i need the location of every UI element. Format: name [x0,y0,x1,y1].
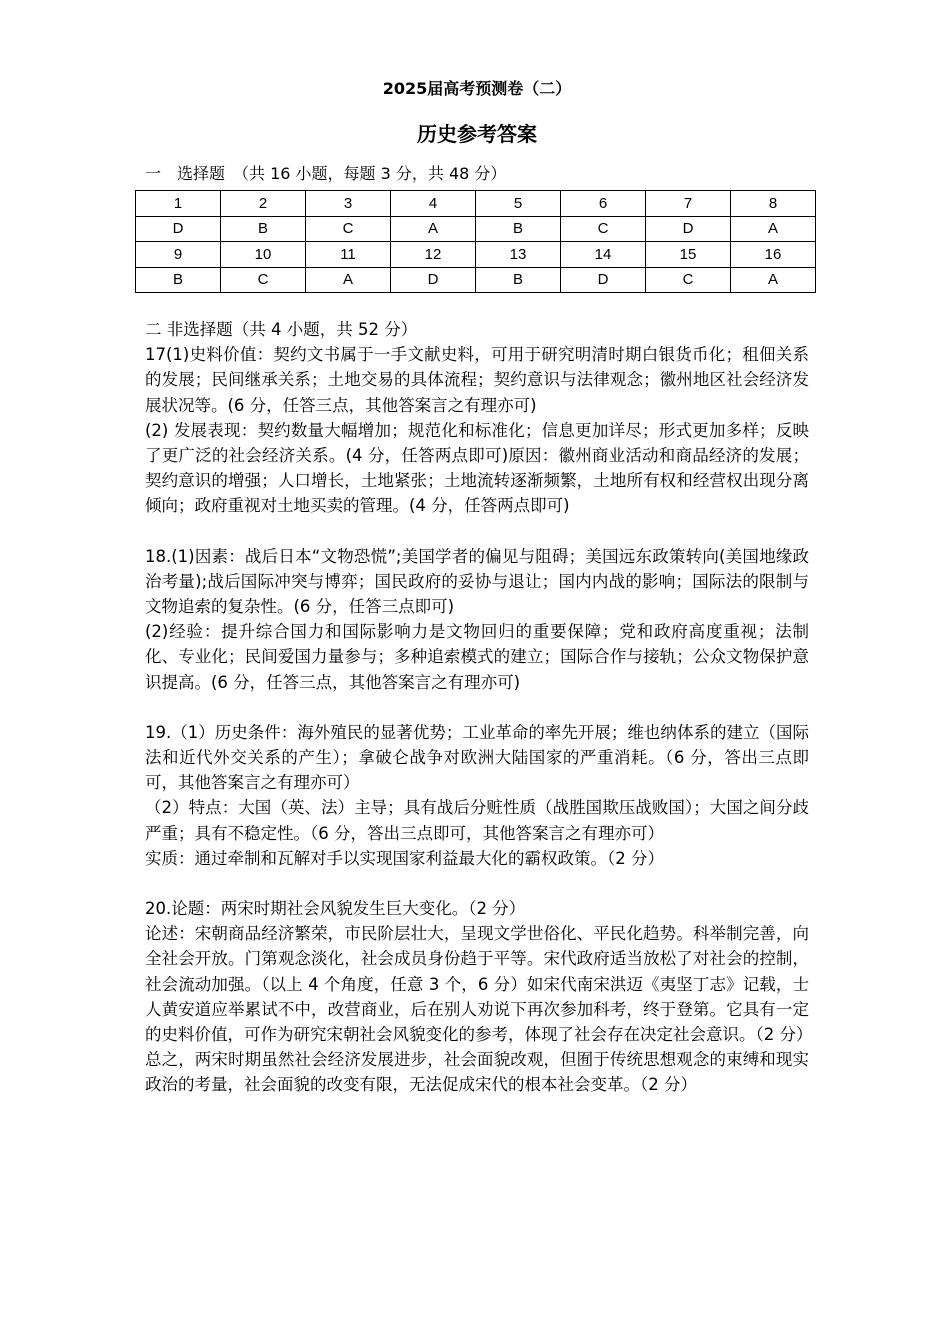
answer-row [136,216,816,242]
q19-part2: （2）特点：大国（英、法）主导；具有战后分赃性质（战胜国欺压战败国）；大国之间分歧严重；具有不稳定性。（6 分，答出三点即可，其他答案言之有理亦可） [145,798,809,843]
table-cell: A [731,216,816,242]
document-title: 2025届高考预测卷（二） [382,79,572,98]
table-cell: 1 [136,191,221,217]
section-2-heading: 二 非选择题（共 4 小题，共 52 分） [145,320,418,339]
q18-part2: (2)经验：提升综合国力和国际影响力是文物回归的重要保障；党和政府高度重视；法制化、专业化；民间爱国力量参与；多种追索模式的建立；国际合作与接轨；公众文物保护意识提高。(6 分，任答三点，其他答案言之有理亦可) [145,622,809,692]
q17-part2: (2) 发展表现：契约数量大幅增加；规范化和标准化；信息更加详尽；形式更加多样；反映了更广泛的社会经济关系。(4 分，任答两点即可)原因：徽州商业活动和商品经济的发展；契约意识的增强；人口增长，土地紧张；土地流转逐渐频繁，土地所有权和经营权出现分离倾向；政府重视对土地买卖的管理。(4 分，任答两点即可) [145,420,809,516]
table-cell: 9 [136,242,221,268]
table-cell: 8 [731,191,816,217]
answer-row [136,267,816,293]
table-cell: C [646,267,731,293]
q19-essence: 实质：通过牵制和瓦解对手以实现国家利益最大化的霸权政策。（2 分） [145,848,664,868]
q20-argument: 论述：宋朝商品经济繁荣，市民阶层壮大，呈现文学世俗化、平民化趋势。科举制完善，向全社会开放。门第观念淡化，社会成员身份趋于平等。宋代政府适当放松了对社会的控制，社会流动加强。（以上 4 个角度，任意 3 个，6 分）如宋代南宋洪迈《夷坚丁志》记载，士人黄安道应举累试不中，改营商业，后在别人劝说下再次参加科考，终于登第。它具有一定的史料价值，可作为研究宋朝社会风貌变化的参考，体现了社会存在决定社会意识。（2 分） [145,924,813,1045]
table-cell: A [391,216,476,242]
table-cell: 13 [476,242,561,268]
table-cell: 10 [221,242,306,268]
q17-part1: 17(1)史料价值：契约文书属于一手文献史料，可用于研究明清时期白银货币化；租佃关系的发展；民间继承关系；土地交易的具体流程；契约意识与法律观念；徽州地区社会经济发展状况等。(6 分，任答三点，其他答案言之有理亦可) [145,345,809,415]
section-2 [145,317,813,1098]
table-cell: B [221,216,306,242]
table-cell: C [306,216,391,242]
table-cell: 3 [306,191,391,217]
table-cell: 11 [306,242,391,268]
table-cell: 6 [561,191,646,217]
q19-part1: 19.（1）历史条件：海外殖民的显著优势；工业革命的率先开展；维也纳体系的建立（国际法和近代外交关系的产生）；拿破仑战争对欧洲大陆国家的严重消耗。（6 分，答出三点即可，其他答案言之有理亦可） [145,722,809,793]
table-cell: 16 [731,242,816,268]
table-cell: D [646,216,731,242]
question-number-row [136,242,816,268]
q18-part1: 18.(1)因素：战后日本“文物恐慌”;美国学者的偏见与阻碍；美国远东政策转向(美国地缘政治考量);战后国际冲突与博弈；国民政府的妥协与退让；国内内战的影响；国际法的限制与文物追索的复杂性。(6 分，任答三点即可) [145,546,809,617]
section-1-heading: 一 选择题 （共 16 小题，每题 3 分，共 48 分） [145,164,507,183]
table-cell: 7 [646,191,731,217]
table-cell: 4 [391,191,476,217]
answer-table [135,190,816,293]
table-cell: B [476,267,561,293]
table-cell: D [391,267,476,293]
document-subtitle: 历史参考答案 [417,122,537,146]
question-number-row [136,191,816,217]
table-cell: A [731,267,816,293]
q20-conclusion: 总之，两宋时期虽然社会经济发展进步，社会面貌改观，但囿于传统思想观念的束缚和现实政治的考量，社会面貌的改变有限，无法促成宋代的根本社会变革。（2 分） [145,1050,809,1095]
table-cell: C [561,216,646,242]
table-cell: D [561,267,646,293]
table-cell: 12 [391,242,476,268]
table-cell: 2 [221,191,306,217]
table-cell: 15 [646,242,731,268]
table-cell: 14 [561,242,646,268]
table-cell: B [136,267,221,293]
table-cell: D [136,216,221,242]
table-cell: 5 [476,191,561,217]
table-cell: B [476,216,561,242]
table-cell: A [306,267,391,293]
q20-thesis: 20.论题：两宋时期社会风貌发生巨大变化。（2 分） [145,899,526,919]
table-cell: C [221,267,306,293]
